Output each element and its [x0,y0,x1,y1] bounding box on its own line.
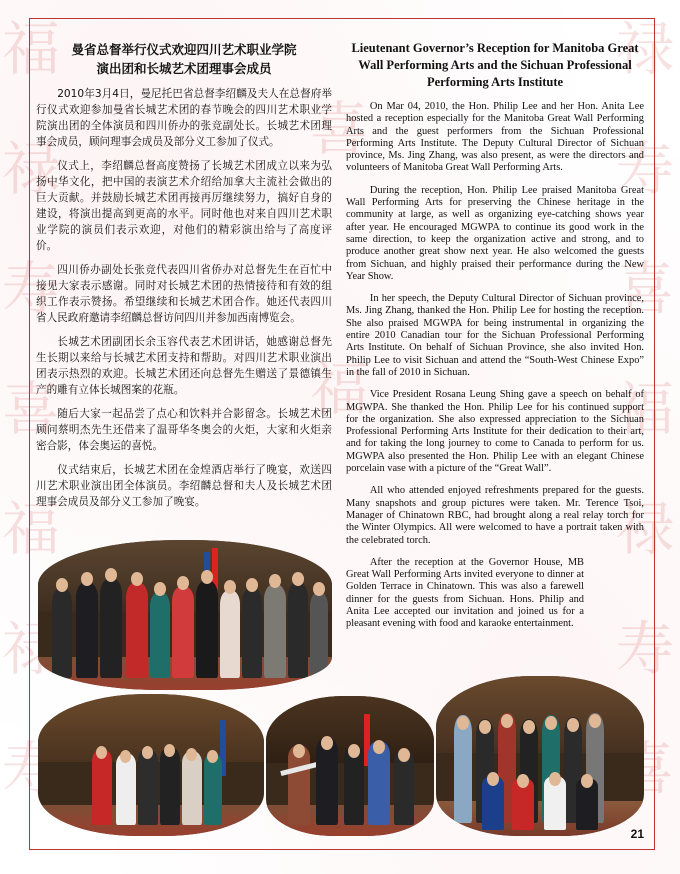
english-paragraph: All who attended enjoyed refreshments prepared for the guests. Many snapshots and group pictures were taken. Mr. Terence Tsoi, Manager of Chinatown RBC, had brought along a real relay torch for the Winter Olympics. All were welcomed to have a portrait taken with the celebrated torch. [346,485,644,546]
chinese-paragraph: 2010年3月4日，曼尼托巴省总督李绍麟及夫人在总督府举行仪式欢迎参加曼省长城艺术团的春节晚会的四川艺术职业学院演出团的全体演员和四川侨办的张竞副处长。长城艺术团理事会成员，顾问理事会成员及部分义工参加了仪式。 [36,88,332,148]
chinese-title-line: 曼省总督举行仪式欢迎四川艺术职业学院 [71,42,297,57]
photo-guests-with-governor [38,694,264,836]
english-paragraph: During the reception, Hon. Philip Lee praised Manitoba Great Wall Performing Arts for preserving the Chinese heritage in the community at large, as well as organizing eye-catching shows year after year. He encouraged MGWPA to continue its good work in the same direction, to keep the organization active and strong, and to produce another great show next year. He also welcomed the guests from Sichuan, and highly praised their performance during the New Year Show. [346,184,644,282]
photo-performers-group [436,676,644,836]
chinese-article-title [36,40,332,78]
chinese-paragraph: 长城艺术团副团长余玉容代表艺术团讲话，她感谢总督先生长期以来给与长城艺术团支持和帮助。对四川艺术职业演出团表示热烈的欢迎。长城艺术团还向总督先生赠送了景德镇生产的雕有立体长城图案的花瓶。 [36,336,332,396]
chinese-article [36,40,332,518]
chinese-paragraph: 仪式上，李绍麟总督高度赞扬了长城艺术团成立以来为弘扬中华文化，把中国的表演艺术介绍给加拿大主流社会做出的巨大贡献。并鼓励长城艺术团再接再厉继续努力，搞好自身的建设，将演出提高到更高的水平。同时他也对来自四川艺术职业学院的演员们表示欢迎，对他们的精彩演出给与了高度评价。 [36,160,332,252]
english-paragraph: In her speech, the Deputy Cultural Director of Sichuan province, Ms. Jing Zhang, thanked the Hon. Philip Lee for hosting the reception. She also praised MGWPA for being instrumental in organizing the entire 2010 Canadian tour for the Sichuan Professional Performing Arts Institute. On behalf of Sichuan Province, she also invited Hon. Philip Lee to visit Sichuan and attend the “South-West Chinese Expo” in the fall of 2010 in Sichuan. [346,293,644,378]
chinese-title-line: 演出团和长城艺术团理事会成员 [96,61,272,76]
photo-olympic-torch [266,696,434,836]
chinese-paragraph: 四川侨办副处长张竞代表四川省侨办对总督先生在百忙中接见大家表示感谢。同时对长城艺术团的热情接待和有效的组织工作表示赞扬。希望继续和长城艺术团合作。她还代表四川省人民政府邀请李绍麟总督访问四川并参加西南博览会。 [36,264,332,324]
english-paragraph: Vice President Rosana Leung Shing gave a speech on behalf of MGWPA. She thanked the Hon. Philip Lee for his continued support for the organization. She also expressed appreciation to the Sichuan Professional Performing Arts Institute for their dedication to their art, and for taking the long journey to come to Canada to perform for us. MGWPA also presented the Hon. Philip Lee with an elegant Chinese porcelain vase with a picture of the “Great Wall”. [346,389,644,475]
english-paragraph: On Mar 04, 2010, the Hon. Philip Lee and her Hon. Anita Lee hosted a reception especially for the Manitoba Great Wall Performing Arts and the guest performers from the Sichuan Professional Performing Arts Institute. The Deputy Cultural Director of Sichuan province, Ms. Jing Zhang, was also present, as were the directors and volunteers of Manitoba Great Wall Performing Arts. [346,101,644,174]
chinese-paragraph: 仪式结束后，长城艺术团在金煌酒店举行了晚宴，欢送四川艺术职业演出团全体演员。李绍麟总督和夫人及长城艺术团理事会成员及部分义工参加了晚宴。 [36,464,332,508]
english-article [346,40,644,641]
english-paragraph: After the reception at the Governor House, MB Great Wall Performing Arts invited everyone to dinner at Golden Terrace in Chinatown. This was also a farewell dinner for the guests from Sichuan. Hons. Philip and Anita Lee accepted our invitation and joined us for a pleasant evening with food and karaoke entertainment. [346,556,584,630]
chinese-paragraph: 随后大家一起品尝了点心和饮料并合影留念。长城艺术团顾问蔡明杰先生还借来了温哥华冬奥会的火炬，大家和火炬亲密合影，体会奥运的喜悦。 [36,408,332,452]
page-number: 21 [630,827,644,841]
group-photo-reception [38,540,332,690]
english-article-title: Lieutenant Governor’s Reception for Manitoba Great Wall Performing Arts and the Sichuan Professional Performing Arts Institute [351,41,639,89]
